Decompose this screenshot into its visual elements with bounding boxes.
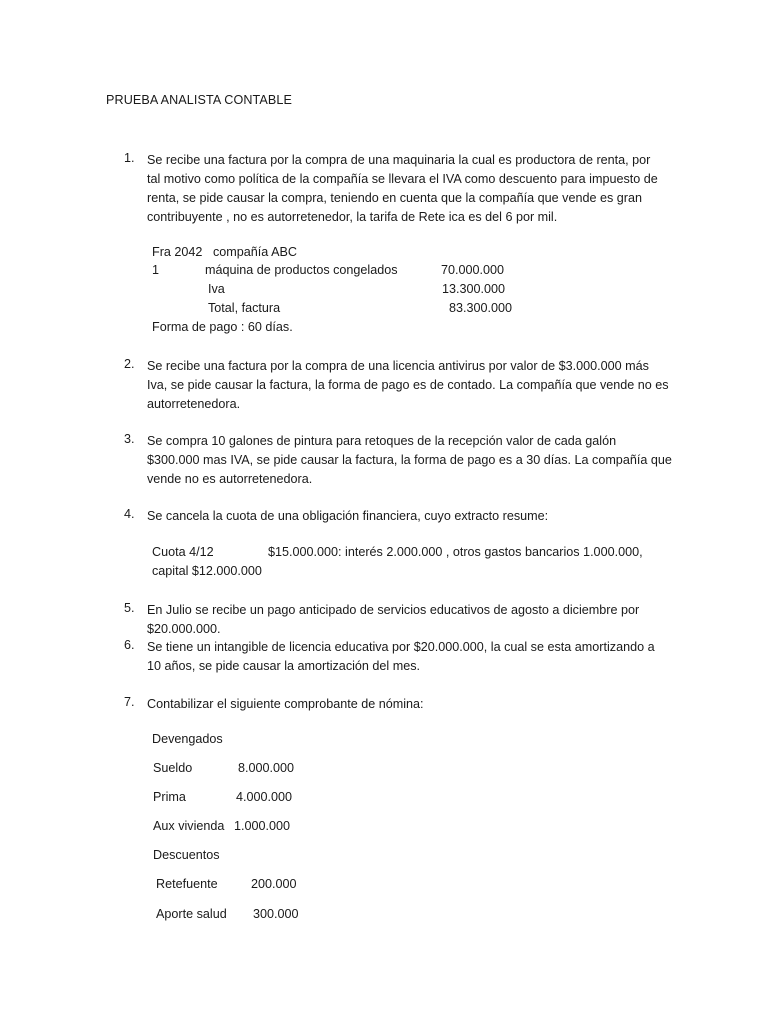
- payroll-aux-label: Aux vivienda: [153, 819, 225, 833]
- text-line: renta, se pide causar la compra, teniendo en cuenta que la compañía que vende es gran: [147, 191, 642, 205]
- list-item-5: [124, 601, 664, 639]
- text-line: Se cancela la cuota de una obligación financiera, cuyo extracto resume:: [147, 509, 549, 523]
- payroll-devengados-label: Devengados: [152, 732, 223, 746]
- payroll-prima-label: Prima: [153, 790, 186, 804]
- text-line: Contabilizar el siguiente comprobante de nómina:: [147, 697, 424, 711]
- item-number: 7.: [124, 695, 135, 709]
- invoice-total-label: Total, factura: [208, 301, 281, 315]
- payroll-retefuente-label: Retefuente: [156, 877, 218, 891]
- item-text: [147, 357, 669, 414]
- list-item-6: [124, 638, 664, 676]
- list-item-2: [124, 357, 669, 414]
- invoice-qty: 1: [152, 263, 160, 277]
- document-title: PRUEBA ANALISTA CONTABLE: [106, 93, 293, 107]
- item-text: [147, 151, 664, 227]
- invoice-company: compañía ABC: [213, 245, 298, 259]
- invoice-iva-amount: 13.300.000: [442, 282, 506, 296]
- item-number: 2.: [124, 357, 135, 371]
- invoice-payment: Forma de pago : 60 días.: [152, 320, 293, 334]
- text-line: Se recibe una factura por la compra de una licencia antivirus por valor de $3.000.000 más: [147, 359, 649, 373]
- text-line: contribuyente , no es autorretenedor, la tarifa de Rete ica es del 6 por mil.: [147, 210, 558, 224]
- extract-cuota-detail: $15.000.000: interés 2.000.000 , otros gastos bancarios 1.000.000,: [268, 545, 643, 559]
- payroll-descuentos-label: Descuentos: [153, 848, 220, 862]
- invoice-total-amount: 83.300.000: [449, 301, 513, 315]
- item-text: [147, 507, 664, 526]
- item-text: [147, 638, 664, 676]
- payroll-aux-value: 1.000.000: [234, 819, 291, 833]
- payroll-prima-value: 4.000.000: [236, 790, 293, 804]
- item-number: 6.: [124, 638, 135, 652]
- payroll-salud-value: 300.000: [253, 907, 299, 921]
- list-item-4: [124, 507, 664, 526]
- item-number: 4.: [124, 507, 135, 521]
- text-line: $300.000 mas IVA, se pide causar la factura, la forma de pago es a 30 días. La compañía que: [147, 453, 672, 467]
- payroll-salud-label: Aporte salud: [156, 907, 227, 921]
- text-line: Iva, se pide causar la factura, la forma de pago es de contado. La compañía que vende no es: [147, 378, 669, 392]
- item-number: 3.: [124, 432, 135, 446]
- text-line: $20.000.000.: [147, 622, 221, 636]
- text-line: Se tiene un intangible de licencia educativa por $20.000.000, la cual se esta amortizando a: [147, 640, 655, 654]
- text-line: vende no es autorretenedora.: [147, 472, 313, 486]
- item-text: [147, 601, 664, 639]
- text-line: En Julio se recibe un pago anticipado de servicios educativos de agosto a diciembre por: [147, 603, 640, 617]
- item-number: 5.: [124, 601, 135, 615]
- text-line: Se compra 10 galones de pintura para retoques de la recepción valor de cada galón: [147, 434, 617, 448]
- item-text: [147, 695, 664, 714]
- item-number: 1.: [124, 151, 135, 165]
- invoice-iva-label: Iva: [208, 282, 225, 296]
- extract-cuota-label: Cuota 4/12: [152, 545, 214, 559]
- text-line: Se recibe una factura por la compra de una maquinaria la cual es productora de renta, por: [147, 153, 651, 167]
- list-item-1: [124, 151, 664, 227]
- invoice-amount: 70.000.000: [441, 263, 505, 277]
- invoice-description: máquina de productos congelados: [205, 263, 398, 277]
- payroll-retefuente-value: 200.000: [251, 877, 297, 891]
- list-item-7: [124, 695, 664, 714]
- extract-capital: capital $12.000.000: [152, 564, 262, 578]
- invoice-number: Fra 2042: [152, 245, 203, 259]
- text-line: autorretenedora.: [147, 397, 241, 411]
- payroll-sueldo-label: Sueldo: [153, 761, 193, 775]
- text-line: tal motivo como política de la compañía se llevara el IVA como descuento para impuesto de: [147, 172, 658, 186]
- item-text: [147, 432, 672, 489]
- payroll-sueldo-value: 8.000.000: [238, 761, 295, 775]
- text-line: 10 años, se pide causar la amortización del mes.: [147, 659, 421, 673]
- list-item-3: [124, 432, 672, 489]
